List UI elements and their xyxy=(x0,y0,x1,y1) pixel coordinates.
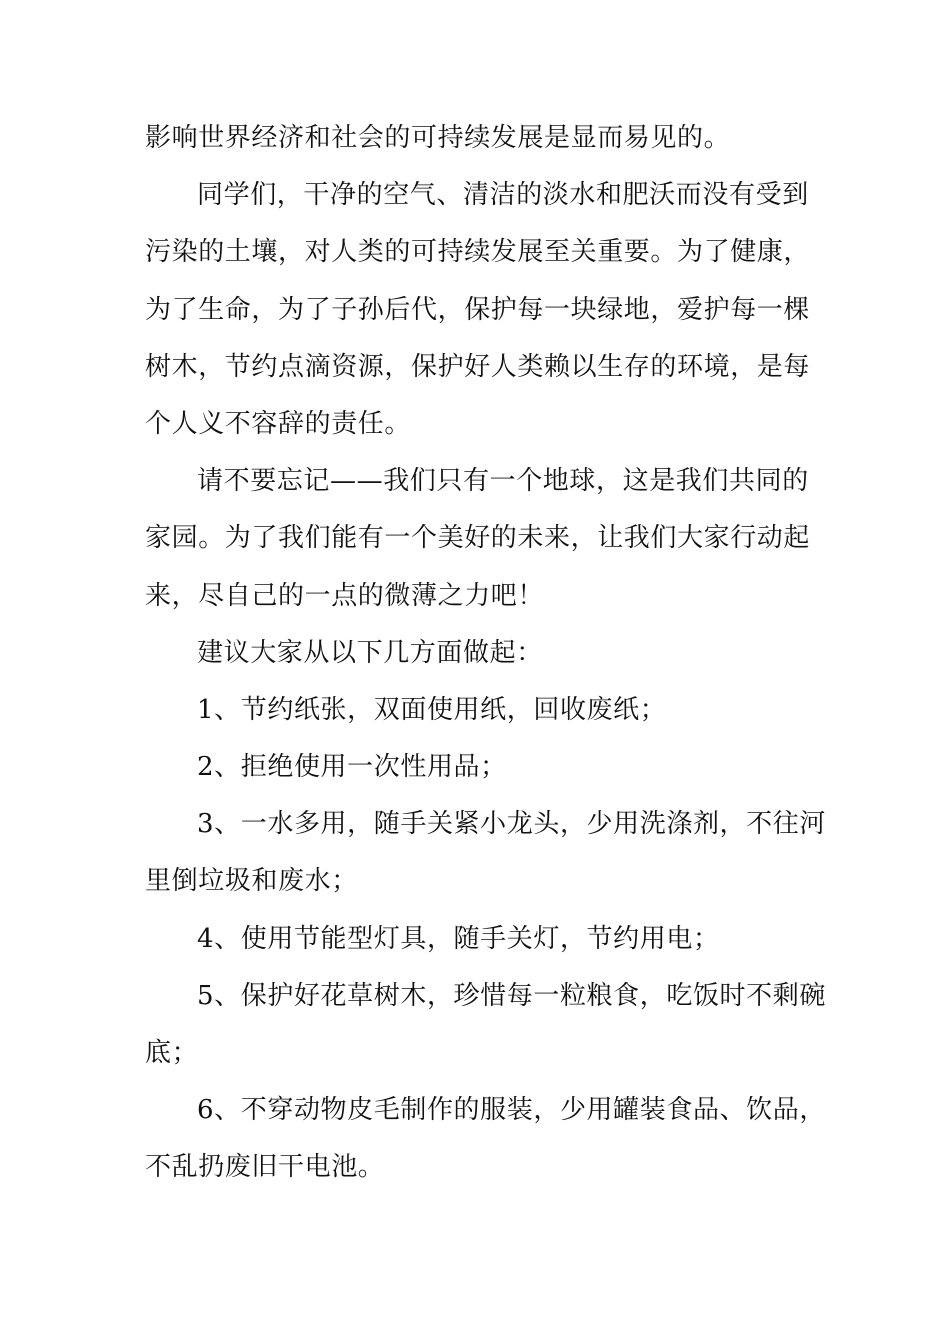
text-line: 个人义不容辞的责任。 xyxy=(145,408,412,439)
text-line: 家园。为了我们能有一个美好的未来，让我们大家行动起 xyxy=(145,523,811,554)
paragraph-start-line: 同学们，干净的空气、清洁的淡水和肥沃而没有受到 xyxy=(197,180,809,211)
text-line: 来，尽自己的一点的微薄之力吧！ xyxy=(145,580,545,611)
paragraph-start-line: 建议大家从以下几方面做起： xyxy=(197,637,543,668)
list-item-3: 3、一水多用，随手关紧小龙头，少用洗涤剂，不往河 xyxy=(197,809,826,840)
document-body xyxy=(145,110,826,1197)
text-line: 影响世界经济和社会的可持续发展是显而易见的。 xyxy=(145,123,731,153)
text-line: 为了生命，为了子孙后代，保护每一块绿地，爱护每一棵 xyxy=(145,294,811,325)
list-item-5: 5、保护好花草树木，珍惜每一粒粮食，吃饭时不剩碗 xyxy=(197,980,826,1011)
list-item-6-continued: 不乱扔废旧干电池。 xyxy=(145,1152,385,1183)
text-line: 树木，节约点滴资源，保护好人类赖以生存的环境，是每 xyxy=(145,351,811,382)
list-item-3-continued: 里倒垃圾和废水； xyxy=(145,866,358,897)
list-item-4: 4、使用节能型灯具，随手关灯，节约用电； xyxy=(197,923,720,954)
list-item-5-continued: 底； xyxy=(145,1038,199,1068)
list-item-2: 2、拒绝使用一次性用品； xyxy=(197,752,507,783)
paragraph-start-line: 请不要忘记——我们只有一个地球，这是我们共同的 xyxy=(197,466,809,497)
list-item-6: 6、不穿动物皮毛制作的服装，少用罐装食品、饮品， xyxy=(197,1095,826,1126)
list-item-1: 1、节约纸张，双面使用纸，回收废纸； xyxy=(197,694,667,725)
text-line: 污染的土壤，对人类的可持续发展至关重要。为了健康， xyxy=(145,237,811,268)
